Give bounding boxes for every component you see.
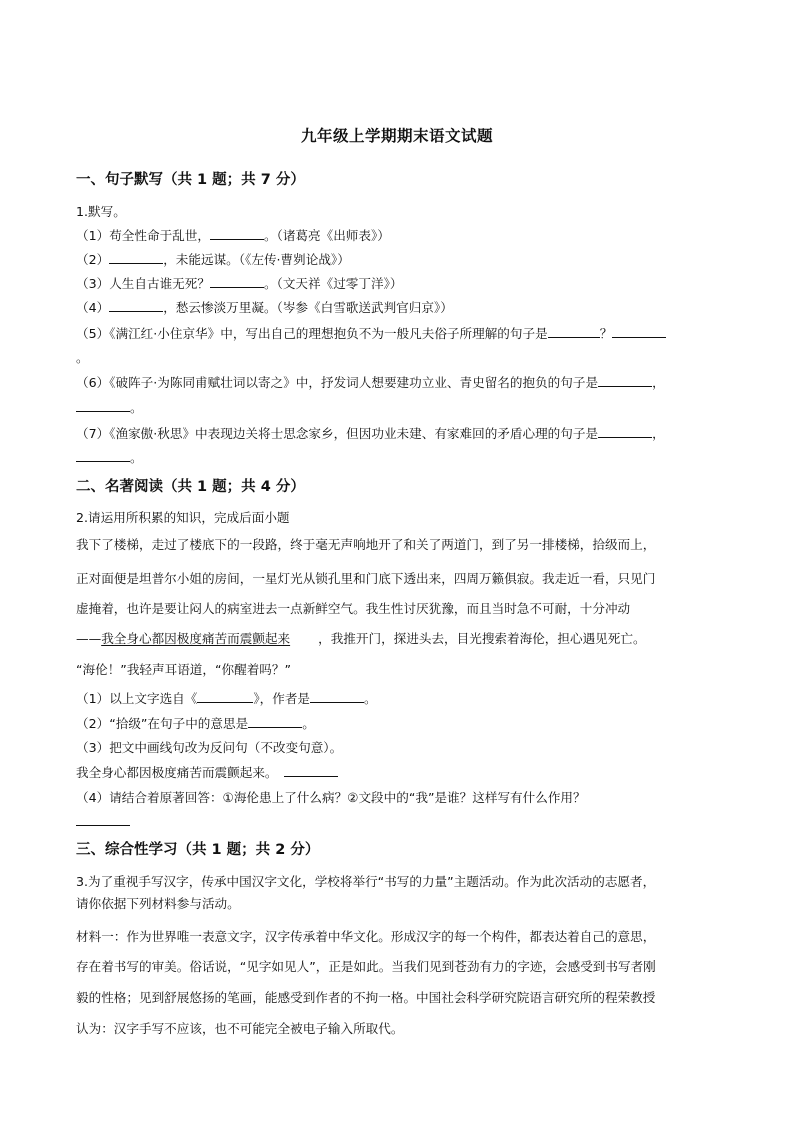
answer-blank[interactable] (109, 251, 163, 264)
q2-sub-4: （4）请结合着原著回答：①海伦患上了什么病？②文段中的“我”是谁？这样写有什么作用？ (76, 790, 586, 805)
q1-item-7 (76, 425, 665, 443)
passage-line (76, 630, 646, 648)
answer-blank[interactable] (76, 813, 130, 826)
answer-blank[interactable] (284, 764, 338, 777)
q1-item-6 (76, 374, 665, 392)
q3-intro-line: 请你依据下列材料参与活动。 (76, 896, 240, 911)
q1-item-4 (76, 299, 453, 317)
q2-sub-1 (76, 690, 377, 708)
answer-blank[interactable] (76, 399, 130, 412)
answer-blank[interactable] (612, 325, 666, 338)
section-heading-1: 一、句子默写（共 1 题；共 7 分） (76, 172, 305, 188)
q1-item-3 (76, 275, 402, 293)
q1-item-1-source: 。（诸葛亮《出师表》） (263, 228, 390, 243)
q1-item-6-text: （6）《破阵子·为陈同甫赋壮词以寄之》中，抒发词人想要建功立业、青史留名的抱负的句子是 (76, 375, 599, 390)
q1-item-4-text: ，愁云惨淡万里凝。（岑参《白雪歌送武判官归京》） (163, 300, 453, 315)
passage-line: 正对面便是坦普尔小姐的房间，一星灯光从锁孔里和门底下透出来，四周万籁俱寂。我走近一看，只见门 (76, 571, 656, 586)
q1-item-2-text: ，未能远谋。（《左传·曹刿论战》） (163, 252, 350, 267)
q1-item-3-source: 。（文天祥《过零丁洋》） (263, 276, 403, 291)
q1-item-6-cont (76, 399, 143, 417)
section-heading-3: 三、综合性学习（共 1 题；共 2 分） (76, 842, 320, 858)
q1-item-1-text: （1）苟全性命于乱世， (76, 228, 210, 243)
q1-item-4-num: （4） (76, 300, 110, 315)
q2-sub-3: （3）把文中画线句改为反问句（不改变句意）。 (76, 740, 343, 755)
dash: —— (76, 631, 102, 646)
q1-item-7-cont (76, 449, 143, 467)
q2-sub-2 (76, 715, 315, 733)
answer-blank[interactable] (210, 275, 264, 288)
q1-item-5-text: （5）《满江红·小住京华》中，写出自己的理想抱负不为一般凡夫俗子所理解的句子是 (76, 326, 548, 341)
q2-sub-3-line (76, 764, 338, 782)
q2-intro: 2.请运用所积累的知识，完成后面小题 (76, 510, 290, 525)
answer-blank[interactable] (76, 449, 130, 462)
q1-item-2-num: （2） (76, 252, 110, 267)
passage-line: 我下了楼梯，走过了楼底下的一段路，终于毫无声响地开了和关了两道门，到了另一排楼梯，拾级而上， (76, 537, 656, 552)
answer-blank[interactable] (248, 715, 302, 728)
answer-blank[interactable] (310, 690, 364, 703)
material-line: 毅的性格；见到舒展悠扬的笔画，能感受到作者的不拘一格。中国社会科学研究院语言研究所的程荣教授 (76, 990, 656, 1005)
passage-line-rest: ，我推开门，探进头去，目光搜索着海伦，担心遇见死亡。 (318, 631, 646, 646)
answer-blank[interactable] (598, 374, 652, 387)
q1-item-7-end: 。 (130, 450, 143, 465)
material-line: 认为：汉字手写不应该，也不可能完全被电子输入所取代。 (76, 1021, 404, 1036)
passage-line: 虚掩着，也许是要让闷人的病室进去一点新鲜空气。我生性讨厌犹豫，而且当时急不可耐，十分冲动 (76, 601, 631, 616)
q2-sub-1-end: 。 (364, 691, 377, 706)
q2-sub-4-answer (76, 813, 130, 831)
answer-blank[interactable] (197, 690, 253, 703)
q1-item-5-punct: ？ (599, 326, 613, 341)
q1-item-1 (76, 227, 390, 245)
q1-item-5 (76, 325, 666, 343)
answer-blank[interactable] (210, 227, 264, 240)
passage-dialogue: “海伦！”我轻声耳语道，“你醒着吗？” (76, 662, 292, 677)
q1-item-3-text: （3）人生自古谁无死？ (76, 276, 210, 291)
material-line: 材料一：作为世界唯一表意文字，汉字传承着中华文化。形成汉字的每一个构件，都表达着自己的意思， (76, 929, 656, 944)
q2-sub-3-sentence: 我全身心都因极度痛苦而震颤起来。 (76, 765, 278, 780)
section-heading-2: 二、名著阅读（共 1 题；共 4 分） (76, 479, 305, 495)
q1-item-7-punct: ， (652, 426, 665, 441)
answer-blank[interactable] (548, 325, 600, 338)
q2-sub-1-mid: 》，作者是 (253, 691, 311, 706)
answer-blank[interactable] (598, 425, 652, 438)
q1-item-6-punct: ， (652, 375, 665, 390)
page-title: 九年级上学期期末语文试题 (300, 127, 493, 145)
q1-item-5-end: 。 (76, 350, 89, 365)
q2-sub-1-text: （1）以上文字选自《 (76, 691, 198, 706)
q2-sub-2-text: （2）“拾级”在句子中的意思是 (76, 716, 249, 731)
answer-blank[interactable] (109, 299, 163, 312)
material-line: 存在着书写的审美。俗话说，“见字如见人”，正是如此。当我们见到苍劲有力的字迹，会感受到书写者刚 (76, 959, 656, 974)
underlined-sentence: 我全身心都因极度痛苦而震颤起来 (101, 631, 291, 646)
q1-intro: 1.默写。 (76, 204, 126, 219)
q1-item-6-end: 。 (130, 400, 143, 415)
q1-item-2 (76, 251, 350, 269)
q2-sub-2-end: 。 (302, 716, 315, 731)
q1-item-7-text: （7）《渔家傲·秋思》中表现边关将士思念家乡，但因功业未建、有家难回的矛盾心理的句子是 (76, 426, 599, 441)
q3-intro-line: 3.为了重视手写汉字，传承中国汉字文化，学校将举行“书写的力量”主题活动。作为此次活动的志愿者， (76, 874, 656, 889)
